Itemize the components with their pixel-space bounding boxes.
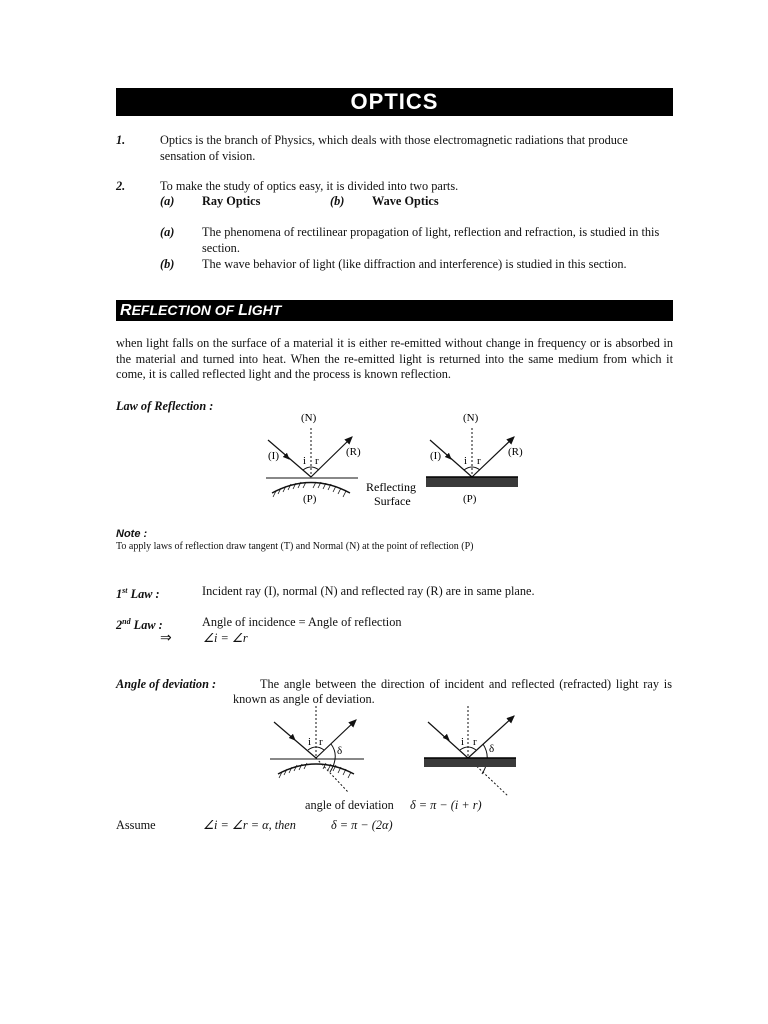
- law-of-reflection-heading: Law of Reflection :: [116, 399, 214, 413]
- law-2-suffix: nd: [122, 617, 131, 626]
- law-2-number: 2: [116, 618, 123, 633]
- implies-symbol: ⇒: [160, 631, 172, 646]
- law-2-text: Angle of incidence = Angle of reflection: [202, 615, 402, 629]
- part-a-label: (a): [160, 194, 175, 208]
- normal-label-left: (N): [301, 412, 317, 424]
- law-1-number: 1: [116, 587, 123, 602]
- law-1-text: Incident ray (I), normal (N) and reflected ray (R) are in same plane.: [202, 584, 535, 598]
- desc-a-text: The phenomena of rectilinear propagation of light, reflection and refraction, is studied in this section.: [202, 225, 660, 255]
- item-2-number: 2.: [116, 179, 126, 193]
- item-1-number: 1.: [116, 133, 126, 147]
- dev-angle-i-left: i: [308, 736, 312, 748]
- section-title-part-2: IGHT: [247, 302, 282, 318]
- reflected-label-left: (R): [346, 446, 361, 458]
- deviation-curved-diagram: [270, 706, 364, 792]
- assume-condition: ∠i = ∠r = α, then: [203, 818, 296, 832]
- deviation-formula: δ = π − (i + r): [410, 798, 482, 812]
- part-b-name: Wave Optics: [372, 194, 439, 208]
- desc-b-label: (b): [160, 257, 175, 271]
- desc-a-label: (a): [160, 225, 175, 239]
- law-2-label-text: Law :: [130, 618, 163, 633]
- surface-label-line-2: Surface: [374, 494, 411, 508]
- angle-i-right: i: [464, 455, 468, 467]
- dev-delta-right: δ: [489, 743, 495, 755]
- item-2-text: To make the study of optics easy, it is divided into two parts.: [160, 179, 459, 193]
- section-title-cap-1: R: [120, 302, 132, 319]
- surface-label-line-1: Reflecting: [366, 480, 416, 494]
- deviation-text-line-2: known as angle of deviation.: [233, 692, 375, 706]
- assume-label: Assume: [116, 818, 156, 832]
- dev-delta-left: δ: [337, 745, 343, 757]
- reflection-paragraph: when light falls on the surface of a material it is either re-emitted without change in frequency or is absorbed in the material and turned into heat. When the re-emitted light is returned into the same medium from which it come, it is called reflected light and the process is known reflection.: [116, 336, 673, 381]
- incident-label-right: (I): [430, 450, 441, 462]
- assume-result: δ = π − (2α): [331, 818, 393, 832]
- deviation-text-line-1: The angle between the direction of incident and reflected (refracted) light ray is: [260, 677, 672, 691]
- law-2-formula: ∠i = ∠r: [203, 631, 248, 645]
- reflected-label-right: (R): [508, 446, 523, 458]
- angle-i-left: i: [303, 455, 307, 467]
- incident-label-left: (I): [268, 450, 279, 462]
- law-1-label: [116, 583, 160, 603]
- plane-mirror-diagram: [426, 412, 523, 505]
- dev-angle-r-left: r: [319, 736, 323, 748]
- part-b-label: (b): [330, 194, 345, 208]
- law-1-label-text: Law :: [127, 587, 160, 602]
- deviation-plane-diagram: [424, 706, 516, 796]
- law-2-label: [116, 614, 163, 634]
- point-label-right: (P): [463, 493, 477, 505]
- curved-mirror-diagram: [266, 412, 361, 505]
- page-title: OPTICS: [116, 88, 673, 116]
- section-title-part-1: EFLECTION OF: [131, 302, 239, 318]
- deviation-formula-label: angle of deviation: [305, 798, 394, 812]
- section-title-cap-2: L: [238, 302, 248, 319]
- law-1-suffix: st: [122, 586, 128, 595]
- dev-angle-r-right: r: [473, 736, 477, 748]
- desc-b-text: The wave behavior of light (like diffraction and interference) is studied in this section.: [202, 257, 627, 271]
- normal-label-right: (N): [463, 412, 479, 424]
- note-text: To apply laws of reflection draw tangent (T) and Normal (N) at the point of reflection (P): [116, 541, 474, 552]
- angle-r-right: r: [477, 455, 481, 467]
- deviation-label: Angle of deviation :: [116, 677, 217, 691]
- point-label-left: (P): [303, 493, 317, 505]
- part-a-name: Ray Optics: [202, 194, 261, 208]
- note-title: Note :: [116, 528, 148, 540]
- item-1-text: Optics is the branch of Physics, which deals with those electromagnetic radiations that produce sensation of vision.: [160, 133, 628, 163]
- dev-angle-i-right: i: [461, 736, 465, 748]
- angle-r-left: r: [315, 455, 319, 467]
- plane-mirror-surface: [426, 477, 518, 487]
